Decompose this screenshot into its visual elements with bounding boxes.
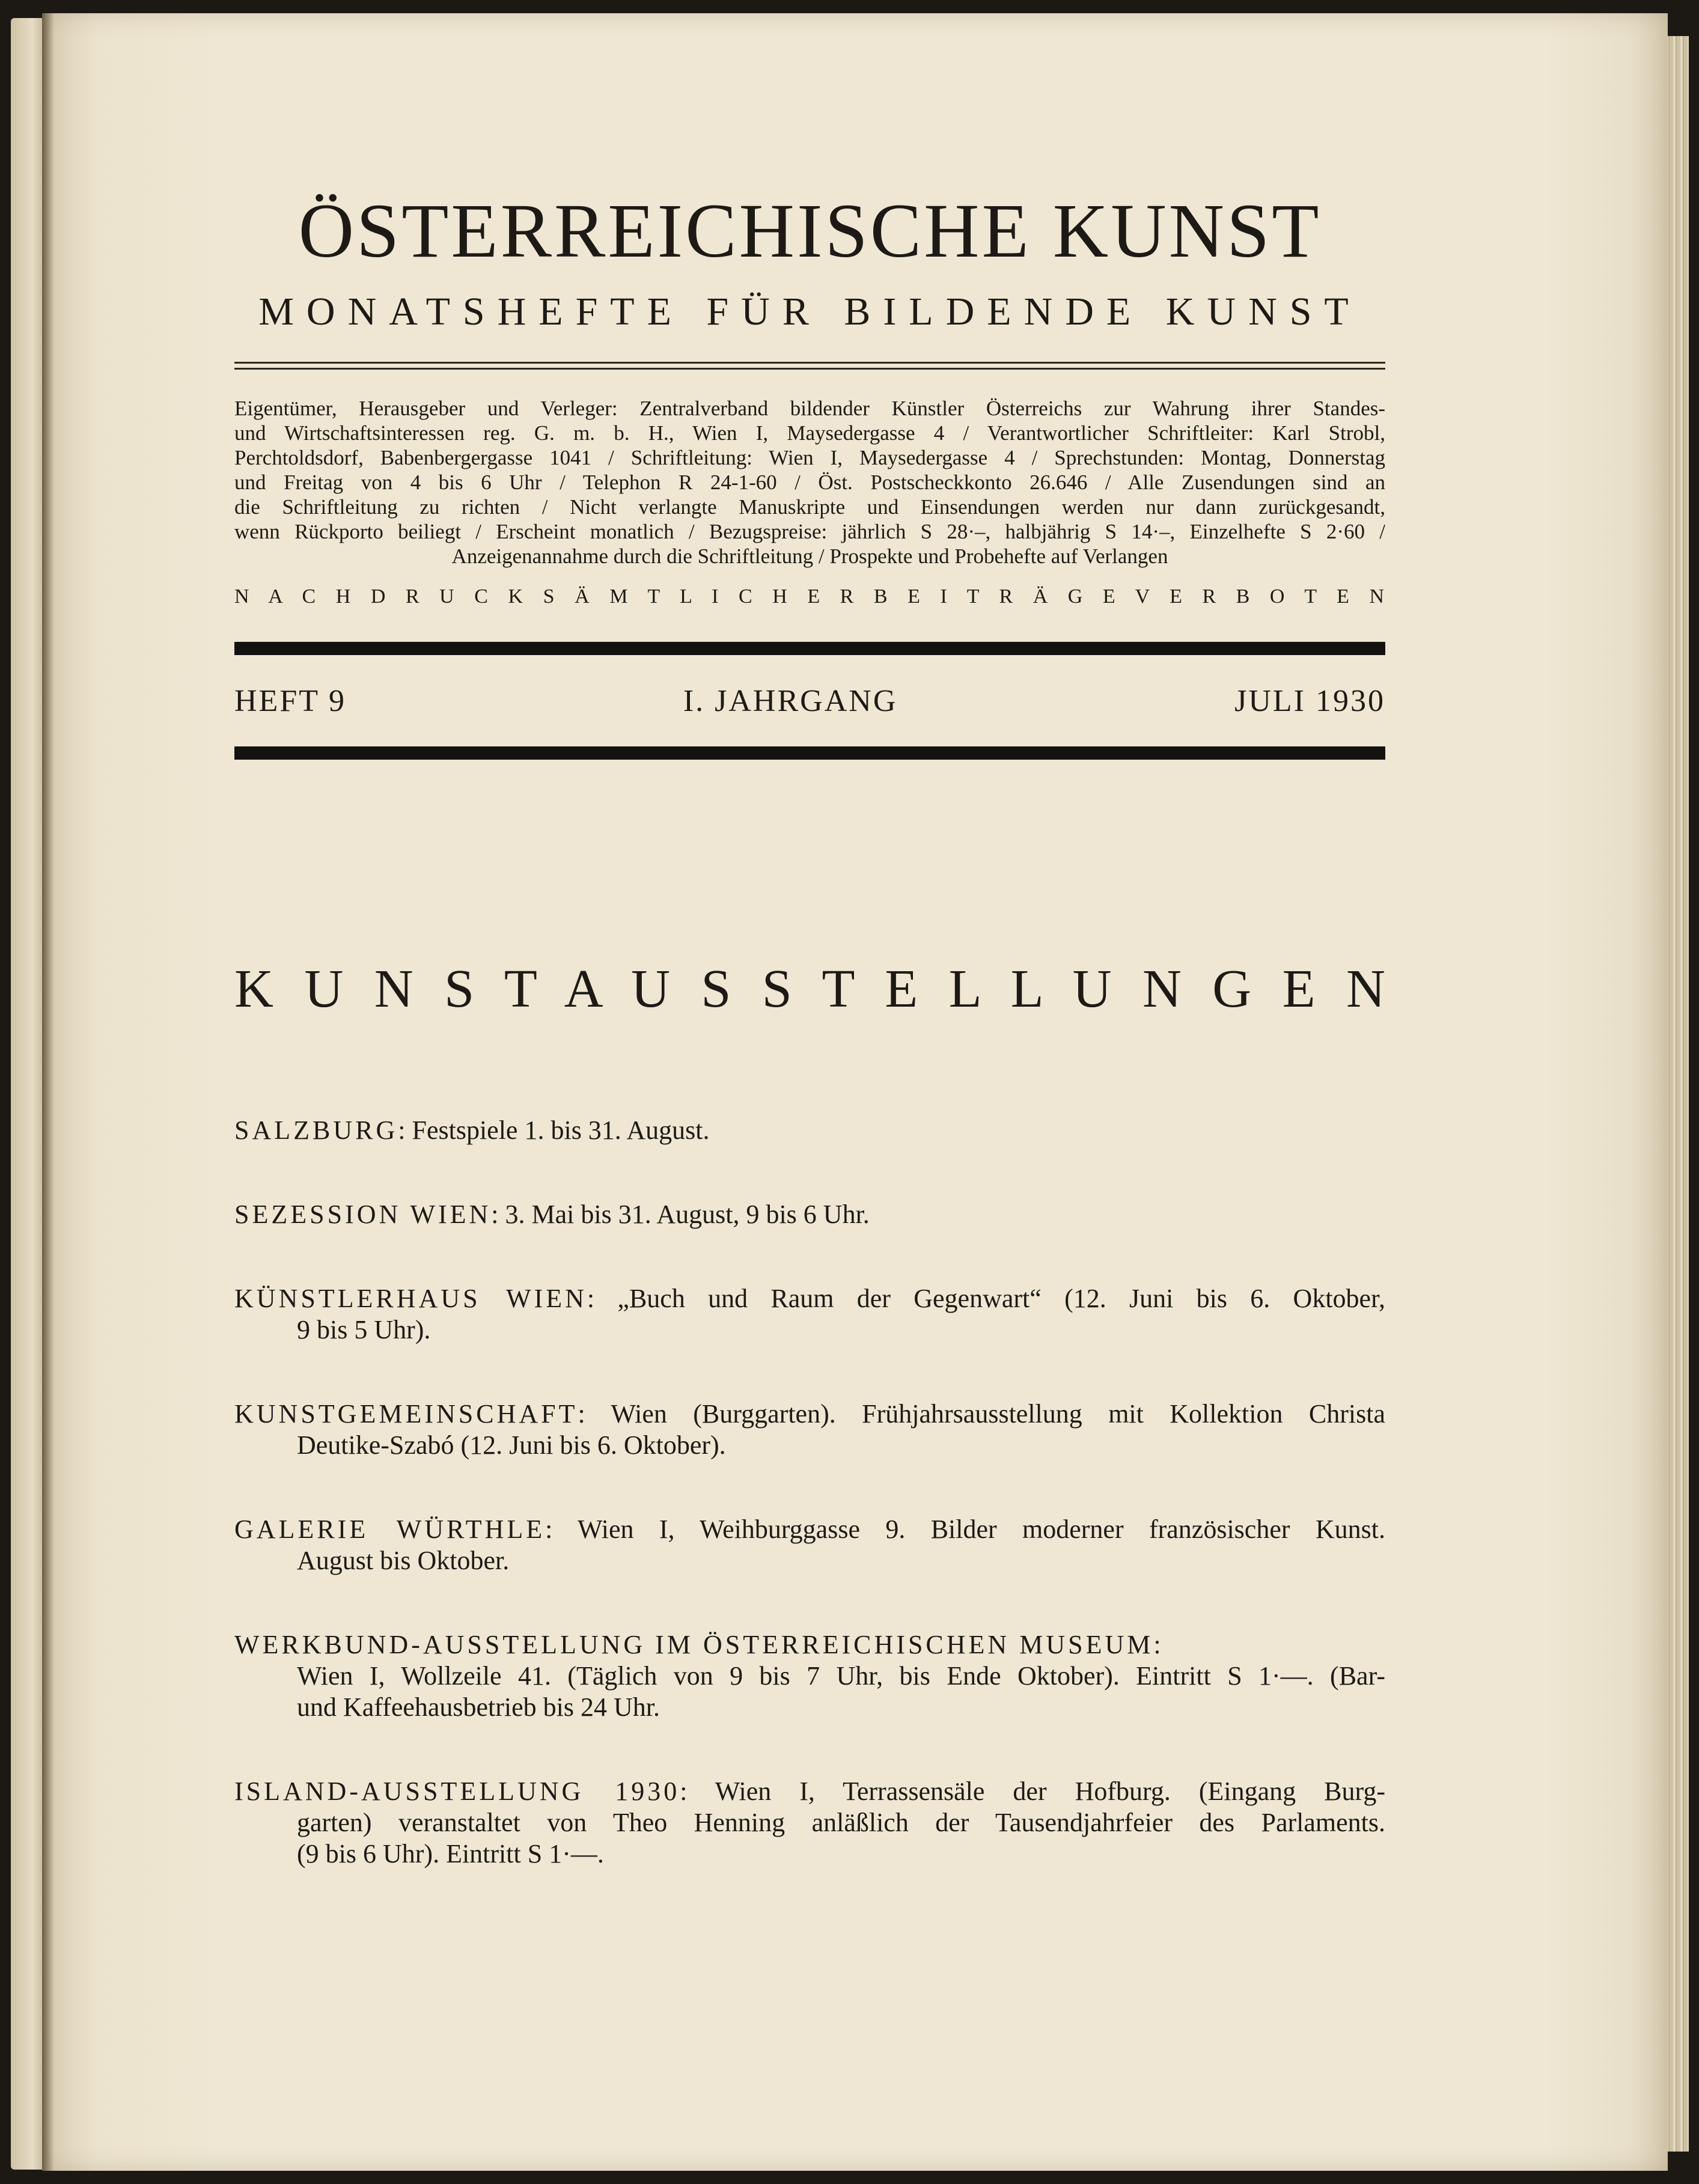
exhibition-details-cont: Wien I, Wollzeile 41. (Täglich von 9 bis 7 Uhr, bis Ende Oktober). Eintritt S 1·—. (Bar- bbox=[297, 1661, 1385, 1691]
exhibition-venue: SEZESSION WIEN bbox=[234, 1200, 492, 1229]
imprint-line: Perchtoldsdorf, Babenbergergasse 1041 / Schriftleitung: Wien I, Maysedergasse 4 / Sprechstunden: Montag, Donnerstag bbox=[234, 446, 1385, 469]
exhibition-details: „Buch und Raum der Gegenwart“ (12. Juni bis 6. Oktober, bbox=[617, 1284, 1385, 1313]
imprint-line: wenn Rückporto beiliegt / Erscheint monatlich / Bezugspreise: jährlich S 28·–, halbjährig S 14·–, Einzelhefte S 2·60 / bbox=[234, 520, 1385, 543]
exhibition-details: 3. Mai bis 31. August, 9 bis 6 Uhr. bbox=[505, 1200, 870, 1229]
exhibition-entry: GALERIE WÜRTHLE: Wien I, Weihburggasse 9. Bilder moderner französischer Kunst. August bis Oktober. bbox=[234, 1514, 1385, 1575]
issue-date: JULI 1930 bbox=[1234, 683, 1385, 718]
exhibition-venue: GALERIE WÜRTHLE bbox=[234, 1514, 546, 1544]
exhibition-list bbox=[234, 1115, 1385, 1870]
exhibition-details: Wien (Burggarten). Frühjahrsausstellung mit Kollektion Christa bbox=[611, 1399, 1386, 1429]
exhibition-details-cont: (9 bis 6 Uhr). Eintritt S 1·—. bbox=[297, 1839, 604, 1868]
binding-shadow bbox=[42, 13, 54, 2171]
issue-number: HEFT 9 bbox=[234, 683, 347, 718]
exhibition-venue: WERKBUND-AUSSTELLUNG IM ÖSTERREICHISCHEN MUSEUM bbox=[234, 1630, 1154, 1659]
exhibition-details-cont: und Kaffeehausbetrieb bis 24 Uhr. bbox=[297, 1692, 660, 1722]
exhibition-venue: KÜNSTLERHAUS WIEN bbox=[234, 1284, 587, 1313]
journal-subtitle: MONATSHEFTE FÜR BILDENDE KUNST bbox=[258, 290, 1361, 334]
exhibition-details-cont: Deutike-Szabó (12. Juni bis 6. Oktober). bbox=[297, 1430, 726, 1460]
exhibition-details: Wien I, Weihburggasse 9. Bilder moderner französischer Kunst. bbox=[577, 1514, 1385, 1544]
section-title: K U N S T A U S S T E L L U N G E N bbox=[234, 959, 1385, 1019]
exhibition-details-cont: garten) veranstaltet von Theo Henning anläßlich der Tausendjahrfeier des Parlaments. bbox=[297, 1808, 1385, 1837]
journal-title: ÖSTERREICHISCHE KUNST bbox=[298, 188, 1322, 273]
exhibition-details: Wien I, Terrassensäle der Hofburg. (Eingang Burg- bbox=[715, 1777, 1385, 1806]
imprint-block bbox=[234, 396, 1385, 569]
exhibition-entry: KÜNSTLERHAUS WIEN: „Buch und Raum der Gegenwart“ (12. Juni bis 6. Oktober, 9 bis 5 Uhr). bbox=[234, 1284, 1385, 1344]
imprint-line: und Freitag von 4 bis 6 Uhr / Telephon R 24-1-60 / Öst. Postscheckkonto 26.646 / Alle Zusendungen sind an bbox=[234, 471, 1385, 494]
exhibition-details-cont: August bis Oktober. bbox=[297, 1546, 510, 1575]
exhibition-entry: ISLAND-AUSSTELLUNG 1930: Wien I, Terrassensäle der Hofburg. (Eingang Burg- garten) veranstaltet von Theo Henning anläßlich der Tausendjahrfeier des Parlaments. (9 bis 6 Uhr). Eintritt S 1·—. bbox=[234, 1777, 1385, 1868]
issue-info-row bbox=[234, 655, 1385, 746]
imprint-line: Anzeigenannahme durch die Schriftleitung / Prospekte und Probehefte auf Verlangen bbox=[451, 544, 1168, 568]
exhibition-venue: ISLAND-AUSSTELLUNG 1930 bbox=[234, 1777, 680, 1806]
exhibition-entry: KUNSTGEMEINSCHAFT: Wien (Burggarten). Frühjahrsausstellung mit Kollektion Christa Deutike-Szabó (12. Juni bis 6. Oktober). bbox=[234, 1399, 1386, 1460]
facing-page-edge bbox=[11, 18, 47, 2170]
thick-rule-top bbox=[234, 642, 1385, 655]
exhibition-details-cont: 9 bis 5 Uhr). bbox=[297, 1315, 431, 1344]
imprint-line: und Wirtschaftsinteressen reg. G. m. b. H., Wien I, Maysedergasse 4 / Verantwortlicher Schriftleiter: Karl Strobl, bbox=[234, 421, 1385, 445]
exhibition-details: Festspiele 1. bis 31. August. bbox=[412, 1115, 710, 1145]
imprint-line: Eigentümer, Herausgeber und Verleger: Zentralverband bildender Künstler Österreichs zur Wahrung ihrer Standes- bbox=[234, 397, 1385, 420]
exhibition-entry: SEZESSION WIEN: 3. Mai bis 31. August, 9 bis 6 Uhr. bbox=[234, 1200, 870, 1229]
imprint-line: die Schriftleitung zu richten / Nicht verlangte Manuskripte und Einsendungen werden nur dann zurückgesandt, bbox=[234, 495, 1385, 519]
reprint-notice: N A C H D R U C K S Ä M T L I C H E R B E I T R Ä G E V E R B O T E N bbox=[234, 585, 1385, 608]
double-rule bbox=[234, 362, 1385, 370]
thick-rule-bottom bbox=[234, 746, 1385, 760]
exhibition-entry: WERKBUND-AUSSTELLUNG IM ÖSTERREICHISCHEN MUSEUM: Wien I, Wollzeile 41. (Täglich von 9 bis 7 Uhr, bis Ende Oktober). Eintritt S 1·—. (Bar- und Kaffeehausbetrieb bis 24 Uhr. bbox=[234, 1630, 1385, 1722]
page-content bbox=[234, 188, 1386, 1923]
exhibition-entry: SALZBURG: Festspiele 1. bis 31. August. bbox=[234, 1115, 710, 1145]
exhibition-venue: KUNSTGEMEINSCHAFT bbox=[234, 1399, 578, 1429]
volume-year: I. JAHRGANG bbox=[683, 683, 898, 718]
exhibition-venue: SALZBURG bbox=[234, 1115, 398, 1145]
